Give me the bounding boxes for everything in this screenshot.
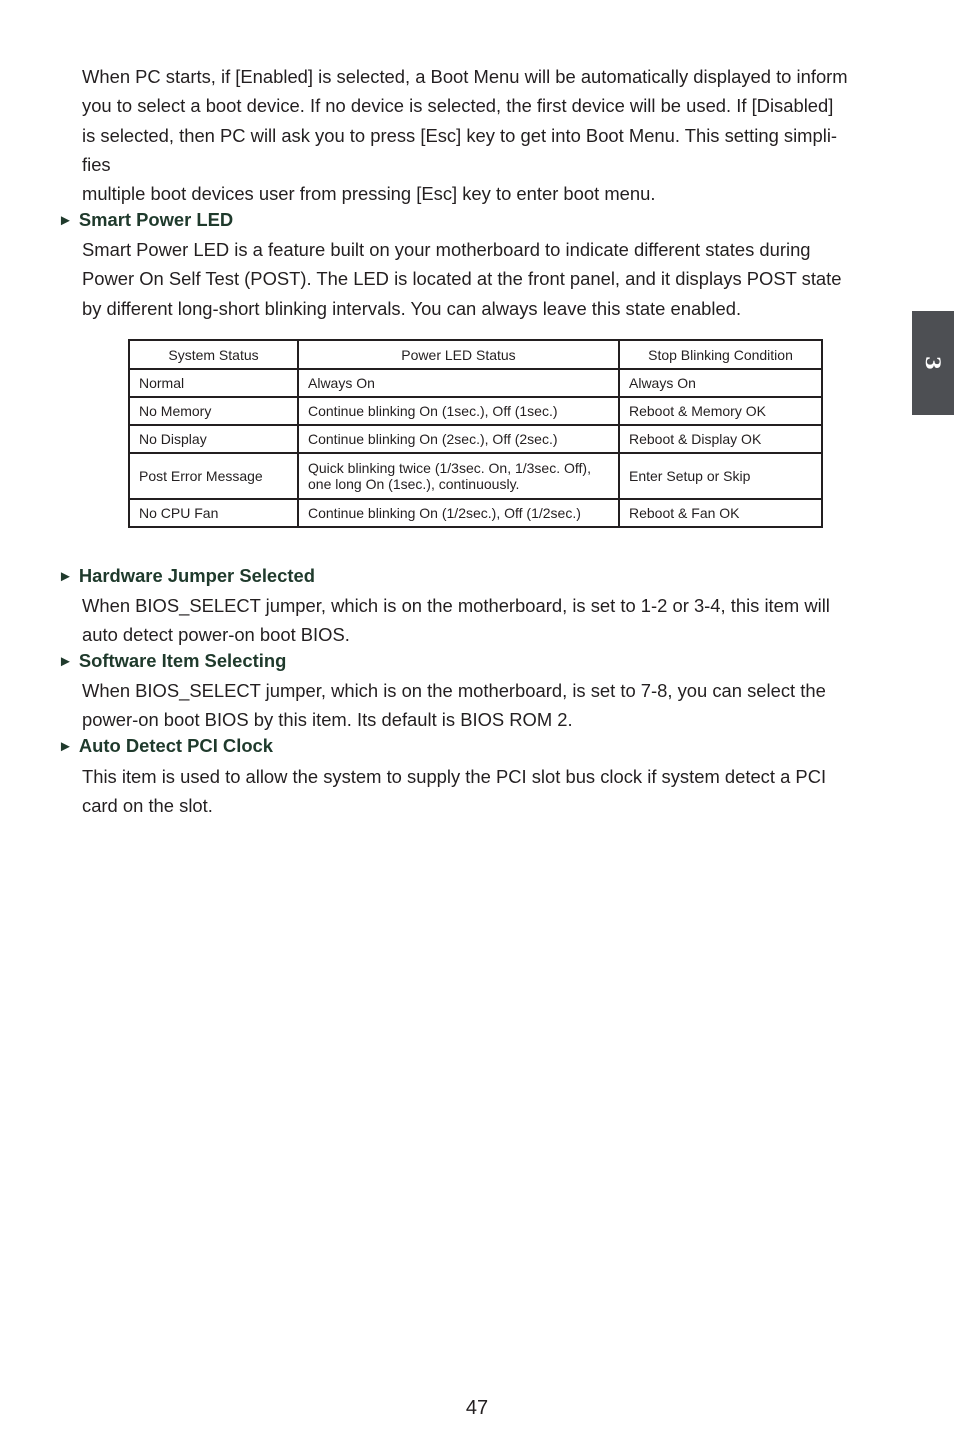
text-line: multiple boot devices user from pressing [Esc] key to enter boot menu. xyxy=(82,183,656,205)
section-heading-software-item xyxy=(58,650,286,672)
section-heading-hardware-jumper xyxy=(58,565,315,587)
table-cell: Always On xyxy=(298,369,619,397)
table-row xyxy=(129,369,822,397)
table-row xyxy=(129,425,822,453)
section-body-smart-power-led xyxy=(82,235,897,323)
section-title: Auto Detect PCI Clock xyxy=(78,735,274,756)
right-triangle-icon: ► xyxy=(58,568,73,585)
table-cell: Continue blinking On (2sec.), Off (2sec.) xyxy=(298,425,619,453)
section-body-software-item xyxy=(82,676,897,735)
text-line: When BIOS_SELECT jumper, which is on the motherboard, is set to 1-2 or 3-4, this item will xyxy=(82,595,830,616)
section-title: Software Item Selecting xyxy=(78,650,287,671)
chapter-number: 3 xyxy=(920,356,945,370)
column-header-system-status: System Status xyxy=(129,340,298,369)
table-cell: Reboot & Memory OK xyxy=(619,397,822,425)
chapter-tab xyxy=(912,311,954,415)
section-body-auto-detect-pci xyxy=(82,762,897,821)
right-triangle-icon: ► xyxy=(58,212,73,229)
text-line: card on the slot. xyxy=(82,795,213,817)
table-cell: Enter Setup or Skip xyxy=(619,453,822,499)
section-heading-auto-detect-pci xyxy=(58,735,273,757)
text-line: power-on boot BIOS by this item. Its default is BIOS ROM 2. xyxy=(82,709,573,731)
text-line: by different long-short blinking intervals. You can always leave this state enabled. xyxy=(82,297,742,319)
text-line: When PC starts, if [Enabled] is selected, a Boot Menu will be automatically displayed to inform xyxy=(82,66,848,87)
table-cell: Normal xyxy=(129,369,298,397)
led-status-table xyxy=(128,339,823,528)
text-line: auto detect power-on boot BIOS. xyxy=(82,624,350,646)
table-cell: Reboot & Fan OK xyxy=(619,499,822,527)
text-line: you to select a boot device. If no device is selected, the first device will be used. If [Disabled] xyxy=(82,95,834,117)
column-header-stop-blinking-condition: Stop Blinking Condition xyxy=(619,340,822,369)
section-title: Hardware Jumper Selected xyxy=(78,565,315,586)
text-line: is selected, then PC will ask you to press [Esc] key to get into Boot Menu. This setting simpli- xyxy=(82,124,838,146)
text-line: Power On Self Test (POST). The LED is located at the front panel, and it displays POST state xyxy=(82,268,842,290)
cell-line: one long On (1sec.), continuously. xyxy=(308,476,520,492)
cell-line: Quick blinking twice (1/3sec. On, 1/3sec. Off), xyxy=(308,460,591,476)
table-cell: No CPU Fan xyxy=(129,499,298,527)
table-cell: Post Error Message xyxy=(129,453,298,499)
text-line: When BIOS_SELECT jumper, which is on the motherboard, is set to 7-8, you can select the xyxy=(82,680,826,701)
page-number: 47 xyxy=(465,1397,489,1419)
table-row xyxy=(129,453,822,499)
table-cell: Always On xyxy=(619,369,822,397)
right-triangle-icon: ► xyxy=(58,738,73,755)
table-cell: Reboot & Display OK xyxy=(619,425,822,453)
table-row xyxy=(129,397,822,425)
text-line: fies xyxy=(82,153,111,175)
section-heading-smart-power-led xyxy=(58,209,233,231)
table-row xyxy=(129,499,822,527)
text-line: This item is used to allow the system to supply the PCI slot bus clock if system detect a PCI xyxy=(82,766,827,787)
table-cell: Continue blinking On (1sec.), Off (1sec.) xyxy=(298,397,619,425)
table-cell-multiline xyxy=(298,453,619,499)
right-triangle-icon: ► xyxy=(58,653,73,670)
section-body-hardware-jumper xyxy=(82,591,897,650)
section-title: Smart Power LED xyxy=(78,209,234,230)
text-line: Smart Power LED is a feature built on your motherboard to indicate different states during xyxy=(82,239,811,260)
table-cell: No Display xyxy=(129,425,298,453)
table-header-row xyxy=(129,340,822,369)
table-cell: No Memory xyxy=(129,397,298,425)
table-cell: Continue blinking On (1/2sec.), Off (1/2sec.) xyxy=(298,499,619,527)
column-header-power-led-status: Power LED Status xyxy=(298,340,619,369)
intro-paragraph xyxy=(82,62,897,208)
